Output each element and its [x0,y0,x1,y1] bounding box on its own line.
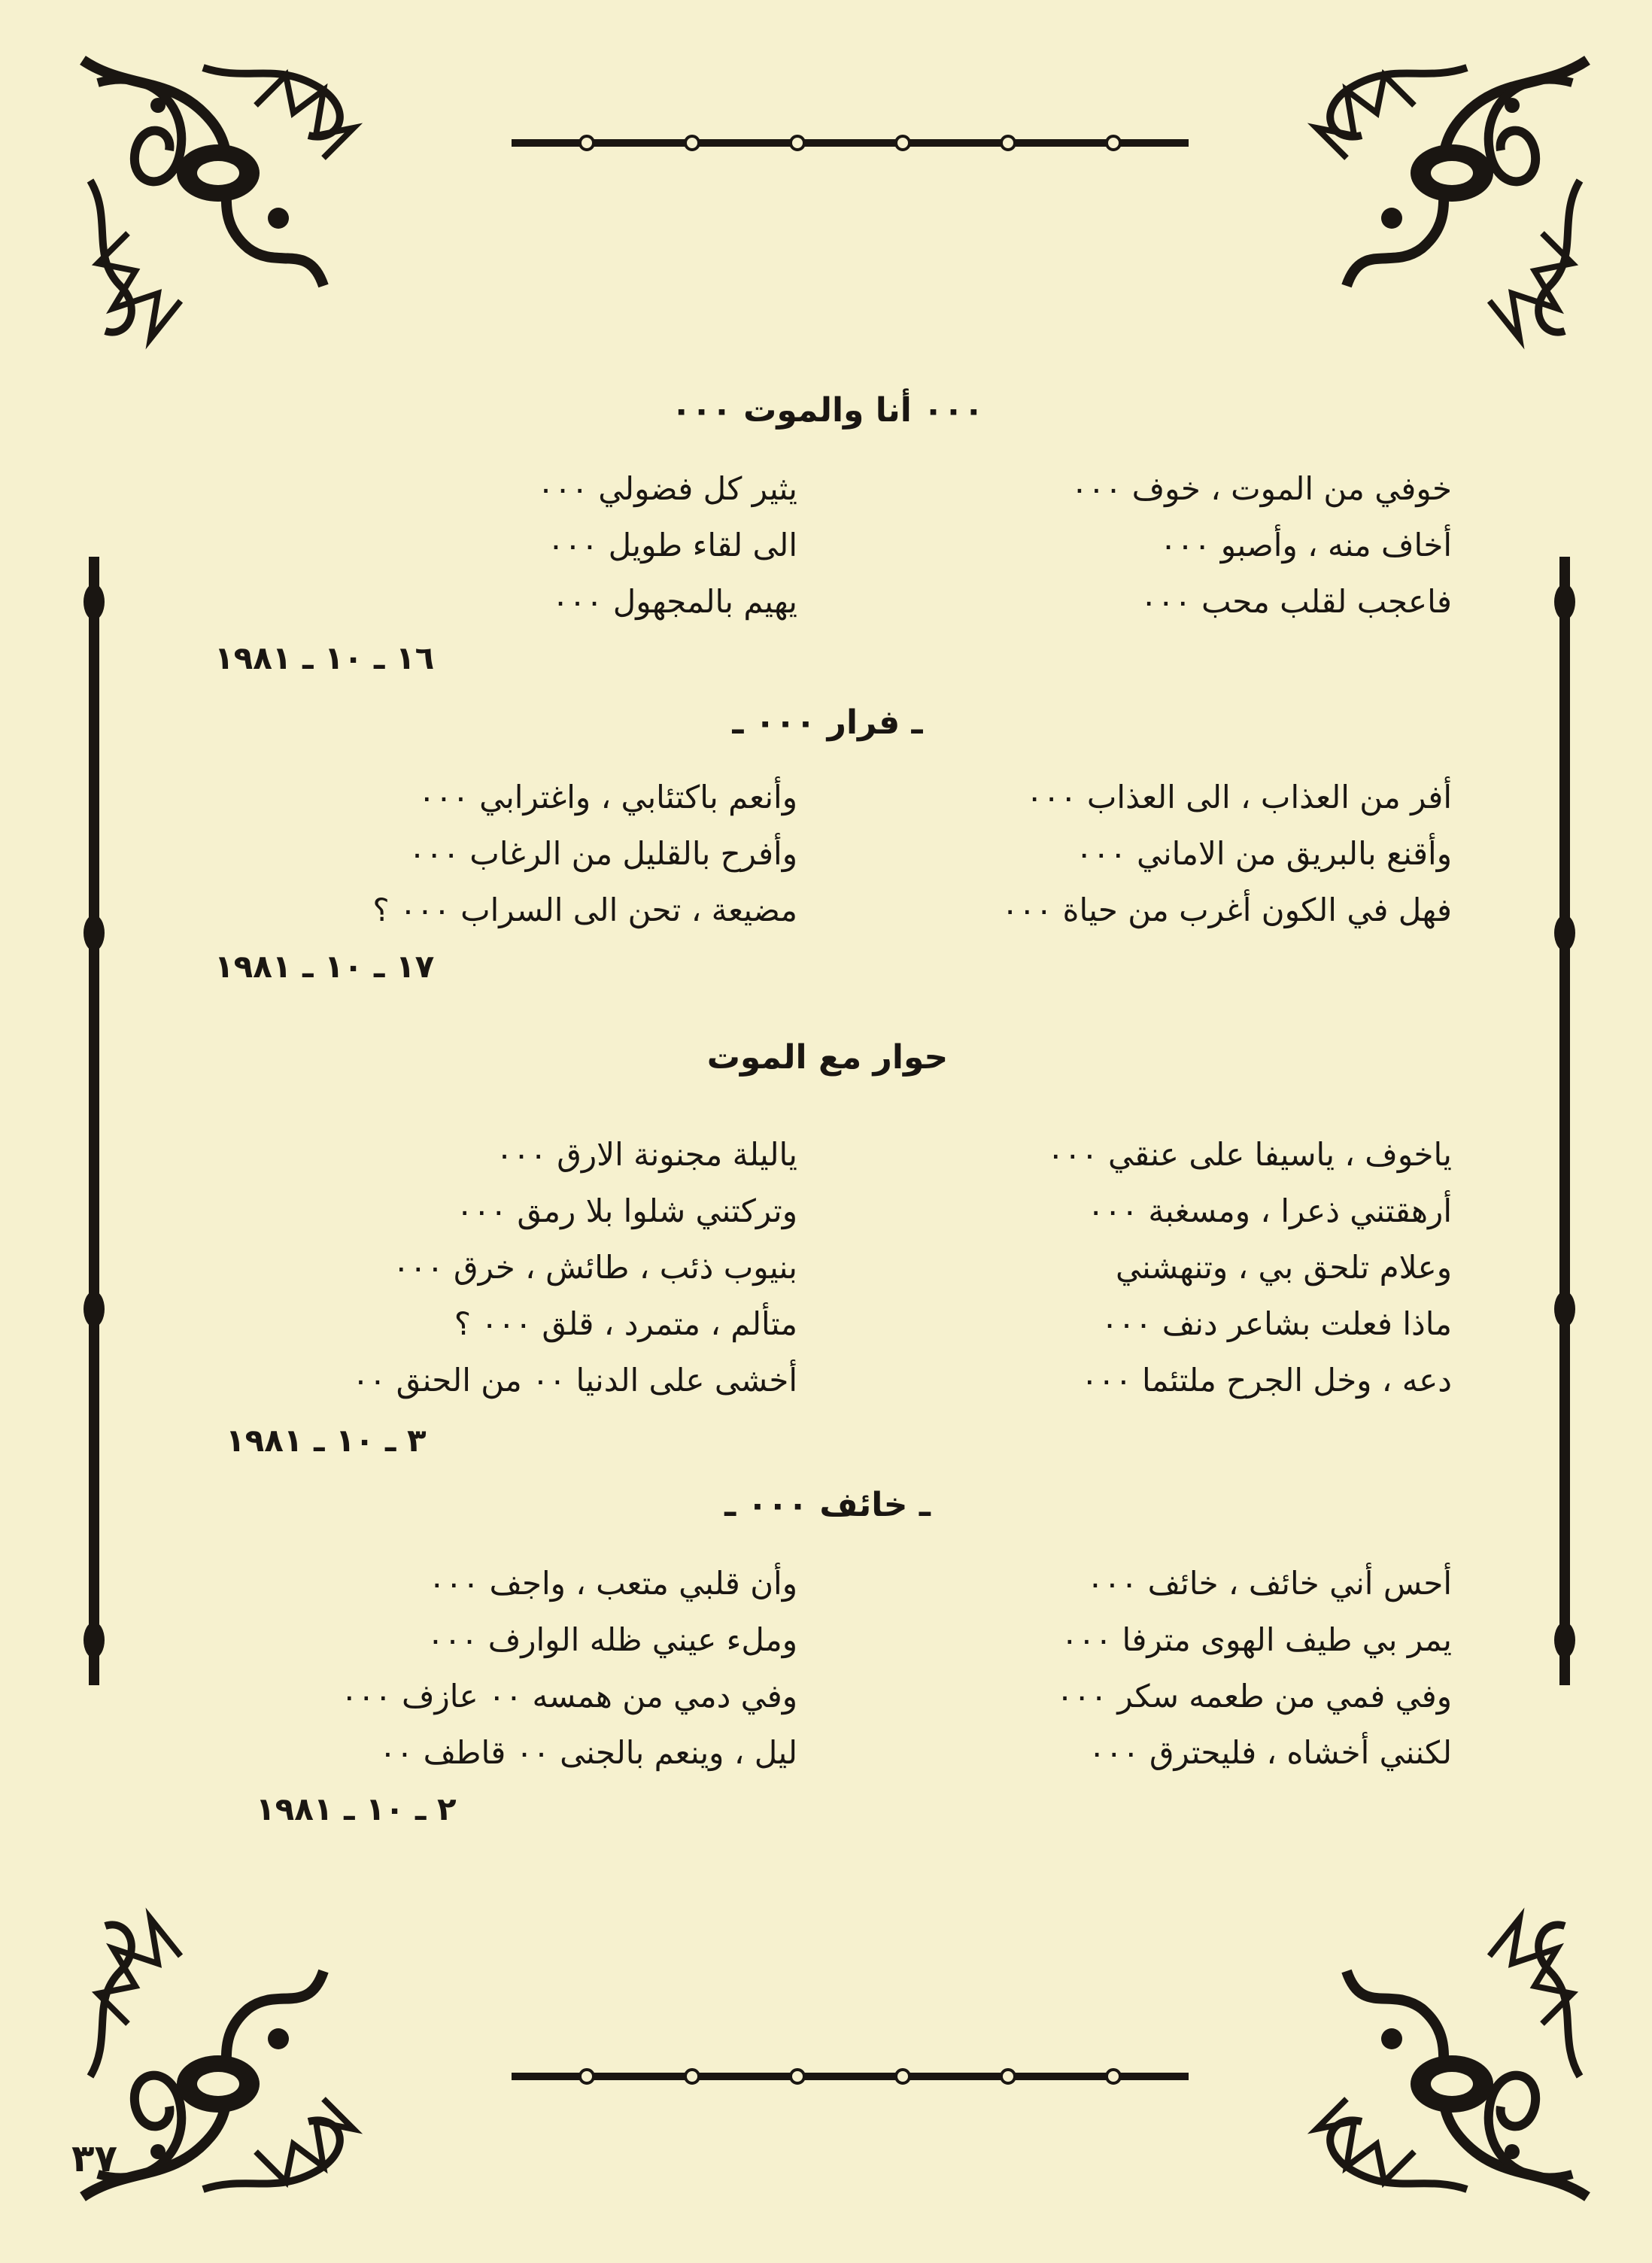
verse-right: دعه ، وخل الجرح ملتئما ٠٠٠ [1080,1362,1452,1399]
poem-date: ١٦ ـ ١٠ ـ ١٩٨١ [214,639,435,676]
verse-left: مضيعة ، تحن الى السراب ٠٠٠ ؟ [372,892,797,928]
verse-right: فهل في الكون أغرب من حياة ٠٠٠ [1001,892,1452,928]
verse-right: أخاف منه ، وأصبو ٠٠٠ [1159,527,1452,563]
verse-right: أحس أني خائف ، خائف ٠٠٠ [1086,1565,1452,1602]
verse-left: الى لقاء طويل ٠٠٠ [547,527,797,563]
verse-right: ماذا فعلت بشاعر دنف ٠٠٠ [1101,1305,1452,1342]
poem-title: حوار مع الموت [706,1038,949,1077]
verse-left: ليل ، وينعم بالجنى ٠٠ قاطف ٠٠ [379,1734,797,1771]
poem-date: ١٧ ـ ١٠ ـ ١٩٨١ [214,948,435,985]
verse-left: وفي دمي من همسه ٠٠ عازف ٠٠٠ [340,1678,797,1715]
poem-title: ـ فرار ٠٠٠ ـ [732,703,923,742]
verse-left: يهيم بالمجهول ٠٠٠ [551,583,797,620]
verse-right: لكنني أخشاه ، فليحترق ٠٠٠ [1088,1734,1452,1771]
poem-date: ٣ ـ ١٠ ـ ١٩٨١ [226,1422,427,1459]
verse-left: متألم ، متمرد ، قلق ٠٠٠ ؟ [454,1305,797,1342]
verse-right: يمر بي طيف الهوى مترفا ٠٠٠ [1061,1621,1452,1658]
poem-title: ـ خائف ٠٠٠ ـ [724,1486,931,1524]
verse-left: وأفرح بالقليل من الرغاب ٠٠٠ [408,835,797,872]
verse-left: وأنعم باكتئابي ، واغترابي ٠٠٠ [418,779,797,816]
verse-right: وعلام تلحق بي ، وتنهشني [1116,1249,1452,1286]
verse-left: ياليلة مجنونة الارق ٠٠٠ [496,1136,797,1173]
verse-left: بنيوب ذئب ، طائش ، خرق ٠٠٠ [393,1249,797,1286]
verse-right: خوفي من الموت ، خوف ٠٠٠ [1070,470,1452,507]
verse-right: وأقنع بالبريق من الاماني ٠٠٠ [1075,835,1452,872]
verse-left: يثير كل فضولي ٠٠٠ [537,470,797,507]
verse-left: أخشى على الدنيا ٠٠ من الحنق ٠٠ [352,1362,797,1399]
verse-right: ياخوف ، ياسيفا على عنقي ٠٠٠ [1046,1136,1452,1173]
verse-left: وملء عيني ظله الوارف ٠٠٠ [427,1621,797,1658]
page-number: ٣٧ [71,2137,118,2180]
verse-right: وفي فمي من طعمه سكر ٠٠٠ [1056,1678,1452,1715]
poem-date: ٢ ـ ١٠ ـ ١٩٨١ [256,1791,457,1827]
verse-left: وتركتني شلوا بلا رمق ٠٠٠ [456,1192,797,1229]
verse-right: أرهقتني ذعرا ، ومسغبة ٠٠٠ [1087,1192,1452,1229]
verse-right: أفر من العذاب ، الى العذاب ٠٠٠ [1025,779,1452,816]
verse-right: فاعجب لقلب محب ٠٠٠ [1140,583,1452,620]
verse-left: وأن قلبي متعب ، واجف ٠٠٠ [428,1565,797,1602]
poem-title: ٠٠٠ أنا والموت ٠٠٠ [671,391,984,430]
